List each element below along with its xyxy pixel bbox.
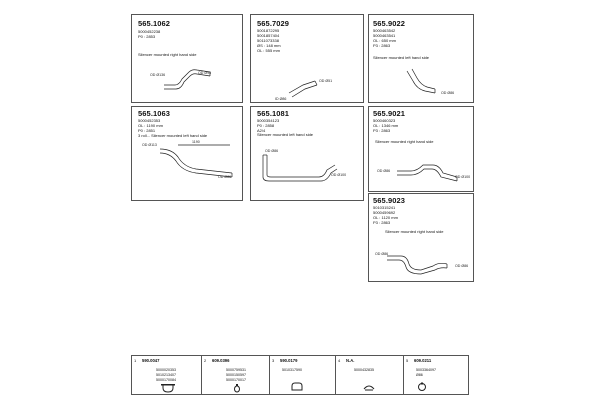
part-number: 565.9021 xyxy=(373,109,406,118)
oem-number: 5000452238 xyxy=(138,29,161,34)
part-number: 565.1081 xyxy=(257,109,290,118)
fitting-cell xyxy=(404,356,468,394)
spec-line: OL : 1120 mm xyxy=(373,215,398,220)
part-number: 565.7029 xyxy=(257,19,290,28)
fitting-oem-number: 5000020353 xyxy=(156,368,176,372)
u-bolt-clamp-icon xyxy=(160,383,176,393)
part-number: 565.9023 xyxy=(373,196,406,205)
fitting-oem-number: 5010213407 xyxy=(156,373,176,377)
part-card-565-9023 xyxy=(368,193,474,282)
fitting-oem-number: 5003364097 xyxy=(416,368,436,372)
spec-line: P3 : 2863 xyxy=(373,220,391,225)
fitting-cell xyxy=(336,356,404,394)
fitting-oem-number: 5010317590 xyxy=(282,368,302,372)
fitting-index: 5 xyxy=(406,358,409,363)
mount-note: 3 roll... Silencer mounted left hand side xyxy=(138,133,208,138)
dimension-label: OD Ø86 xyxy=(218,175,232,179)
pipe-drawing xyxy=(142,63,222,93)
oem-number: 5011073338 xyxy=(257,38,279,43)
dimension-label: OD Ø86 xyxy=(441,91,455,95)
pipe-drawing xyxy=(281,71,341,101)
part-card-565-7029 xyxy=(250,14,364,103)
part-card-565-9021 xyxy=(368,106,474,192)
part-card-565-1063 xyxy=(131,106,243,201)
rubber-hanger-icon xyxy=(290,382,304,392)
oem-number: 5000354123 xyxy=(257,118,280,123)
dimension-label: OD Ø100 xyxy=(331,173,347,177)
dimension-label: OD Ø86 xyxy=(265,149,279,153)
part-number: 565.9022 xyxy=(373,19,406,28)
fitting-index: 2 xyxy=(204,358,207,363)
dimension-label: OD Ø95 xyxy=(198,71,212,75)
fitting-cell xyxy=(132,356,202,394)
fitting-cell xyxy=(270,356,336,394)
dimension-label: OD Ø51 xyxy=(319,79,333,83)
fitting-part-number: N.A. xyxy=(346,358,355,363)
spec-line: P3 : 2863 xyxy=(373,43,391,48)
fitting-part-number: 590.0179 xyxy=(280,358,298,363)
spec-line: P3 : 2863 xyxy=(373,128,391,133)
fitting-oem-number: 5000170084 xyxy=(156,378,176,382)
mount-note: Silencer mounted left hand side xyxy=(373,55,430,60)
spec-line: A2/4 xyxy=(257,128,266,133)
spec-line: P0 : 2853 xyxy=(138,34,156,39)
spec-line: ØS : 148 mm xyxy=(257,43,281,48)
spec-line: OL : 650 mm xyxy=(373,38,396,43)
dimension-label: OD Ø136 xyxy=(150,73,166,77)
oem-number: 5001857404 xyxy=(257,33,280,38)
dimension-label: OD Ø86 xyxy=(377,169,391,173)
fitting-part-number: 590.0047 xyxy=(142,358,160,363)
band-clamp-icon xyxy=(416,382,428,392)
fitting-index: 3 xyxy=(272,358,275,363)
part-card-565-1081 xyxy=(250,106,364,201)
pipe-drawing xyxy=(259,147,349,192)
fittings-table xyxy=(131,355,469,395)
part-card-565-1062 xyxy=(131,14,243,103)
part-card-565-9022 xyxy=(368,14,474,103)
dimension-label: OD Ø86 xyxy=(455,264,469,268)
dimension-label: OD Ø100 xyxy=(455,175,471,179)
oem-number: 5010315241 xyxy=(373,205,396,210)
oem-number: 5000463542 xyxy=(373,28,396,33)
oem-number: 5000460323 xyxy=(373,118,396,123)
fitting-oem-number: 5000170017 xyxy=(226,378,246,382)
fitting-part-number: 609.0396 xyxy=(212,358,230,363)
fitting-part-number: 609.0211 xyxy=(414,358,432,363)
fitting-index: 4 xyxy=(338,358,341,363)
spec-line: OL : 555 mm xyxy=(257,48,280,53)
part-number: 565.1062 xyxy=(138,19,171,28)
fitting-index: 1 xyxy=(134,358,137,363)
fitting-diameter: Ø86 xyxy=(416,373,423,377)
spec-line: OL : 1190 mm xyxy=(138,123,163,128)
mount-note: Silencer mounted right hand side xyxy=(375,139,434,144)
gasket-icon xyxy=(362,382,376,392)
oem-number: 5001872295 xyxy=(257,28,280,33)
oem-number: 5000459692 xyxy=(373,210,396,215)
spec-line: OL : 1346 mm xyxy=(373,123,399,128)
spec-line: P0 : 2858 xyxy=(257,123,275,128)
fitting-oem-number: 5000432835 xyxy=(354,368,374,372)
spec-line: P0 : 2851 xyxy=(138,128,156,133)
dimension-label: ID Ø86 xyxy=(275,97,287,101)
fitting-cell xyxy=(202,356,270,394)
clamp-ring-icon xyxy=(232,383,242,393)
dimension-label: 1190 xyxy=(192,140,200,144)
dimension-label: OD Ø86 xyxy=(375,252,389,256)
mount-note: Silencer mounted left hand side xyxy=(257,132,314,137)
oem-number: 5000463541 xyxy=(373,33,396,38)
dimension-label: OD Ø113 xyxy=(142,143,157,147)
part-number: 565.1063 xyxy=(138,109,171,118)
pipe-drawing xyxy=(377,151,467,186)
oem-number: 5000452353 xyxy=(138,118,161,123)
pipe-drawing xyxy=(377,242,467,277)
mount-note: Silencer mounted right hand side xyxy=(138,52,197,57)
fitting-oem-number: 5000759531 xyxy=(226,368,246,372)
mount-note: Silencer mounted right hand side xyxy=(385,229,444,234)
fitting-oem-number: 5000150597 xyxy=(226,373,246,377)
